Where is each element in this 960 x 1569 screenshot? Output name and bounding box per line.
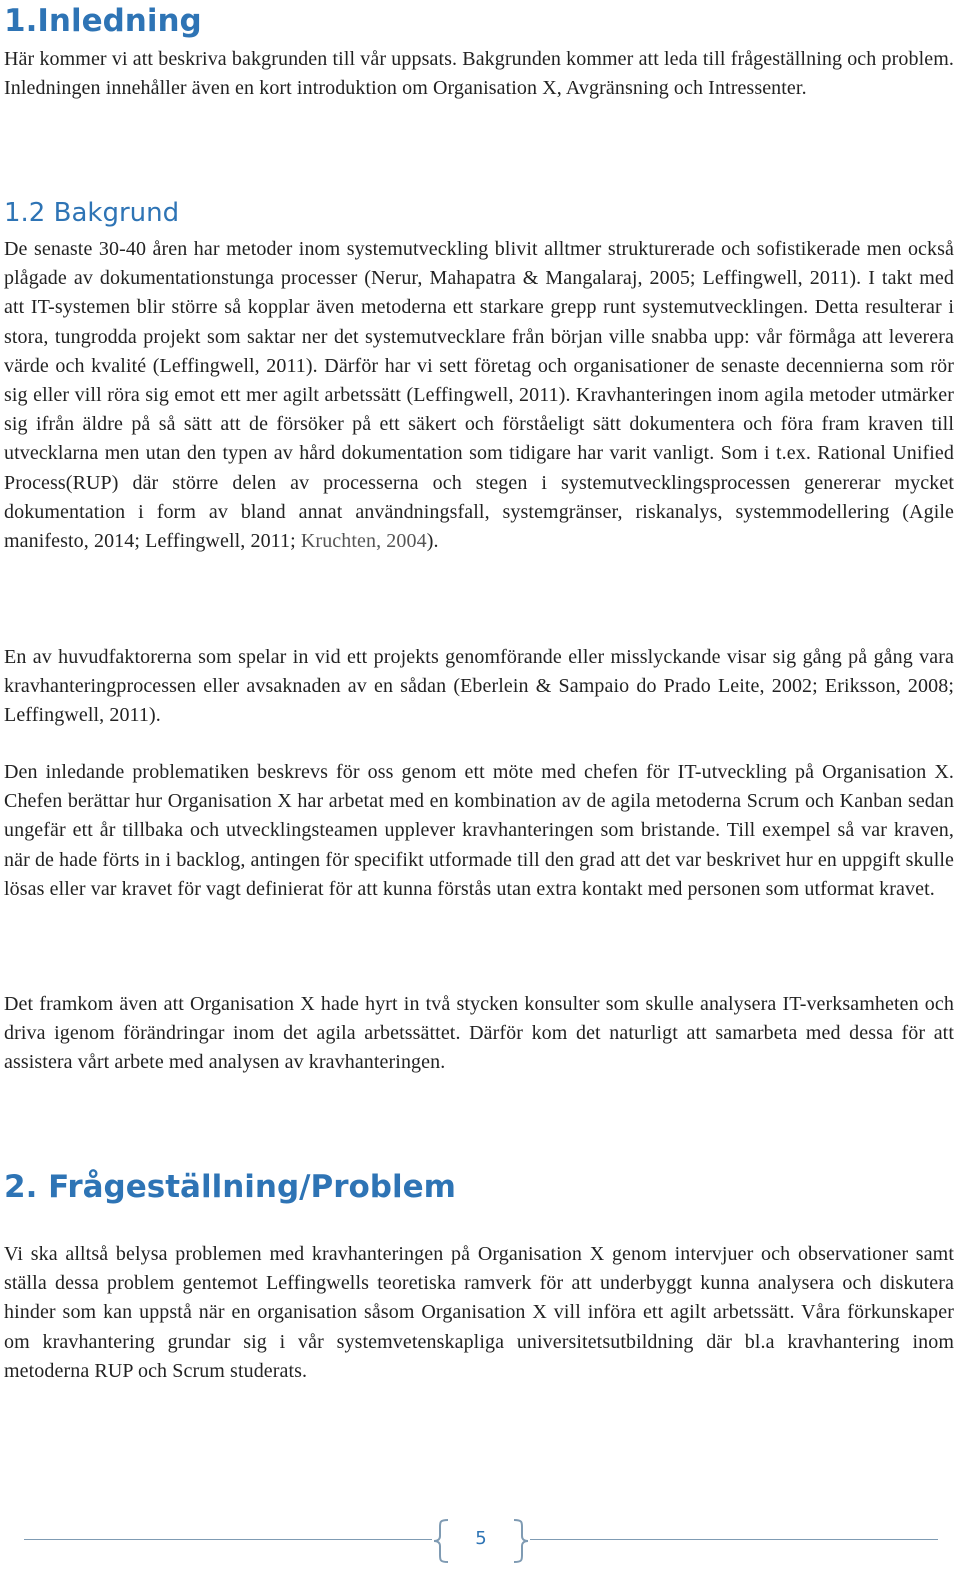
paragraph-bakgrund-2: En av huvudfaktorerna som spelar in vid ett projekts genomförande eller misslyckande visar sig gång på gång vara kravhanteringprocessen eller avsaknaden av en sådan (Eberlein & Sampaio do Prado Leite, 2002; Eriksson, 2008; Leffingwell, 2011). [4, 646, 954, 727]
paragraph-fragestallning: Vi ska alltså belysa problemen med kravhanteringen på Organisation X genom intervjuer och observationer samt ställa dessa problem gentemot Leffingwells teoretiska ramverk för att underbyggt kunna analysera och diskutera hinder som kan uppstå när en organisation såsom Organisation X vill införa ett agilt arbetssätt. Våra förkunskaper om kravhantering grundar sig i vår systemvetenskapliga universitetsutbildning där bl.a kravhantering inom metoderna RUP och Scrum studerats. [4, 1243, 954, 1382]
paragraph-bakgrund-3: Den inledande problematiken beskrevs för oss genom ett möte med chefen för IT-utveckling på Organisation X. Chefen berättar hur Organisation X har arbetat med en kombination av de agila metoderna Scrum och Kanban sedan ungefär ett år tillbaka och utvecklingsteamen upplever kravhanteringen som bristande. Till exempel så var kraven, när de hade förts in i backlog, antingen för specifikt utformade till den grad att det var beskrivet hur en uppgift skulle lösas eller var kravet för vagt definierat för att kunna förstås utan extra kontakt med personen som utformat kravet. [4, 761, 954, 900]
paragraph-intro: Här kommer vi att beskriva bakgrunden till vår uppsats. Bakgrunden kommer att leda till frågeställning och problem. Inledningen innehåller även en kort introduktion om Organisation X, Avgränsning och Intressenter. [4, 48, 954, 100]
citation-kruchten: Kruchten, 2004 [300, 530, 427, 553]
footer-rule-left [24, 1539, 432, 1540]
page-footer [0, 1518, 960, 1564]
page-number: 5 [475, 1528, 487, 1549]
footer-rule-right [530, 1539, 938, 1540]
paragraph-bakgrund-1-main: De senaste 30-40 åren har metoder inom systemutveckling blivit alltmer strukturerade och sofistikerade men också plågade av dokumentationstunga processer (Nerur, Mahapatra & Mangalaraj, 2005; Leffingwell, 2011). I takt med att IT-systemen blir större så kopplar även metoderna ett starkare grepp runt systemutvecklingen. Detta resulterar i stora, tungrodda projekt som saktar ner det systemutvecklare från början ville snabba upp: vår förmåga att leverera värde och kvalité (Leffingwell, 2011). Därför har vi sett företag och organisationer de senaste decennierna som rör sig eller vill röra sig emot ett mer agilt arbetssätt (Leffingwell, 2011). Kravhanteringen inom agila metoder utmärker sig ifrån äldre på så sätt att de försöker på ett säkert och förståeligt sätt dokumentera och föra fram kraven till utvecklarna men utan den typen av hård dokumentation som tidigare har varit vanligt. Som i t.ex. Rational Unified Process(RUP) där större delen av processerna och stegen i systemutvecklingsprocessen genererar mycket dokumentation i form av bland annat användningsfall, systemgränser, riskanalys, systemmodellering (Agile manifesto, 2014; Leffingwell, 2011; [4, 238, 954, 553]
page-number-bracket [432, 1518, 530, 1564]
heading-inledning: 1.Inledning [4, 3, 202, 39]
heading-fragestallning: 2. Frågeställning/Problem [4, 1169, 456, 1205]
paragraph-bakgrund-1 [4, 235, 954, 556]
paragraph-bakgrund-1-end: ). [426, 530, 439, 553]
paragraph-bakgrund-4: Det framkom även att Organisation X hade hyrt in två stycken konsulter som skulle analysera IT-verksamheten och driva igenom förändringar inom det agila arbetssättet. Därför kom det naturligt att samarbeta med dessa för att assistera vårt arbete med analysen av kravhanteringen. [4, 993, 954, 1074]
heading-bakgrund: 1.2 Bakgrund [4, 198, 180, 228]
